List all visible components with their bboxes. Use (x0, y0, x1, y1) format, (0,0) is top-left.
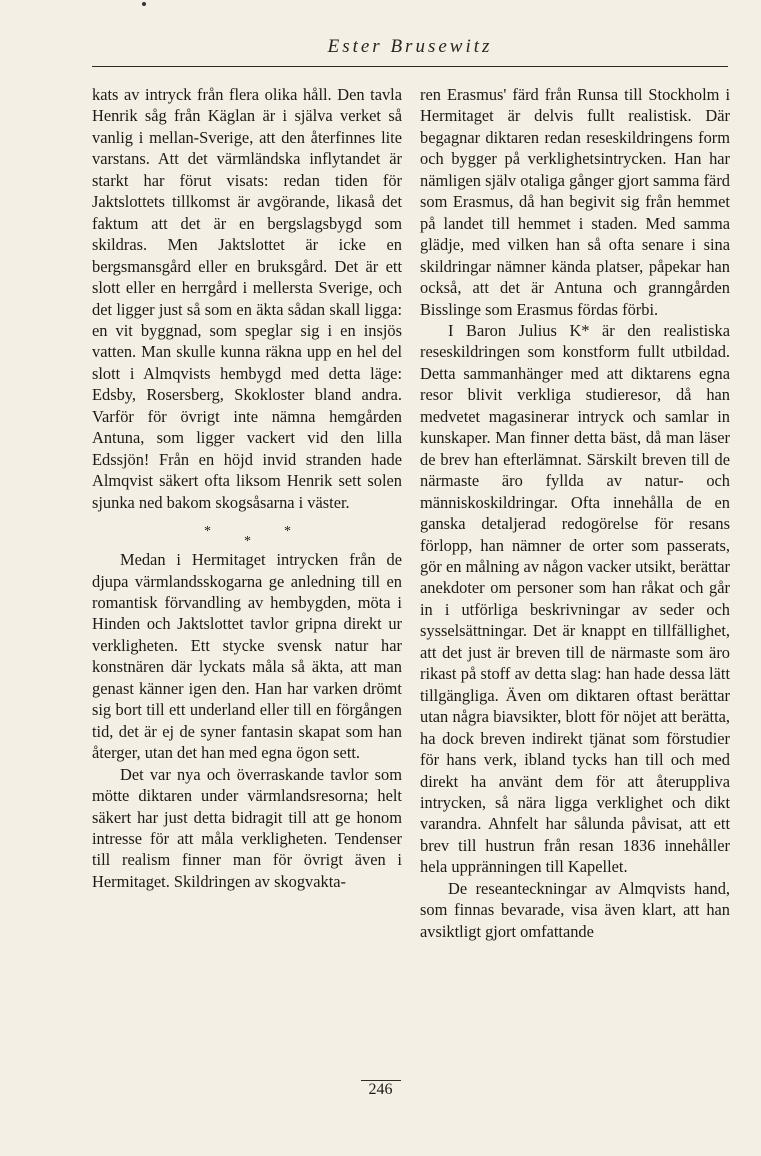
left-paragraph-1: kats av intryck från flera olika håll. Den tavla Henrik såg från Käglan är i själva verket så vanlig i mellan-Sverige, att den återfinnes lite varstans. Att det värmländska inflytandet är starkt har förut visats: redan tiden för Jaktslottets tillkomst är avgörande, likaså det faktum att det är en bergslagsbygd som skildras. Men Jaktslottet är icke en bergsmansgård eller en bruksgård. Det är ett slott eller en herrgård i mellersta Sverige, och det ligger just så som en äkta sådan skall ligga: en vit byggnad, som speglar sig i en insjös vatten. Man skulle kunna räkna upp en hel del slott i Almqvists hembygd med detta läge: Edsby, Rosersberg, Skokloster bland andra. Varför för övrigt inte nämna hemgården Antuna, som ligger vackert vid den lilla Edssjön! Från en höjd invid stranden hade Almqvist säkert ofta liksom Henrik sett solen sjunka ned bakom skogsåsarna i väster. (92, 85, 402, 512)
page-number (0, 1080, 761, 1099)
separator-star-1: * (204, 524, 211, 540)
running-title: Ester Brusewitz (327, 36, 493, 57)
ink-speck (142, 2, 146, 6)
header-rule (92, 66, 728, 67)
left-column (92, 84, 402, 892)
right-paragraph-3: De reseanteckningar av Almqvists hand, som finnas bevarade, visa även klart, att han avsiktligt gjort omfattande (420, 878, 730, 941)
separator-star-3: * (284, 524, 291, 540)
left-paragraph-3: Det var nya och överraskande tavlor som mötte diktaren under värmlandsresorna; helt säkert har just detta bidragit till att ge honom intresse för att måla verkligheten. Tendenser till realism finner man för övrigt även i Hermitaget. Skildringen av skogvakta- (92, 764, 402, 891)
section-separator (92, 513, 402, 549)
separator-star-2: * (244, 534, 251, 550)
right-column (420, 84, 730, 942)
left-paragraph-2: Medan i Hermitaget intrycken från de djupa värmlandsskogarna ge anledning till en romantisk förvandling av hembygden, möta i Hinden och Jaktslottet tavlor gripna direkt ur verkligheten. Ett stycke svensk natur har konstnären där lyckats måla så äkta, att man genast känner igen den. Han har varken drömt sig bort till ett underland eller till en förgången tid, det är ej de syner fantasin skapat som han återger, utan det han med egna ögon sett. (92, 550, 402, 763)
right-paragraph-2: I Baron Julius K* är den realistiska reseskildringen som konstform fullt utbildad. Detta sammanhänger med att diktarens egna resor blivit verkliga studieresor, då han medvetet magasinerar intryck och samlar in kunskaper. Man finner detta bäst, då man läser de brev han efterlämnat. Särskilt breven till de närmaste äro fyllda av natur- och människoskildringar. Ofta innehålla de en ganska detaljerad redogörelse för resans förlopp, han nämner de orter som passerats, gör en målning av någon vacker utsikt, berättar anekdoter om personer som han råkat och går in i utförliga beskrivningar av seder och sysselsättningar. Det är knappt en tillfällighet, att det just är breven till de närmaste som äro rikast på stoff av detta slag: han hade dessa lätt tillgängliga. Även om diktaren oftast berättar utan några biavsikter, blott för nöjet att berätta, ha dock breven indirekt tjänat som förstudier för hans verk, ibland tycks han till och med direkt ha använt dem för att återuppliva intrycken, så nära ligga verklighet och dikt varandra. Ahnfelt har sålunda påvisat, att ett brev till hustrun från resan 1836 innehåller hela uppränningen till Kapellet. (420, 320, 730, 877)
right-paragraph-1: ren Erasmus' färd från Runsa till Stockholm i Hermitaget är delvis fullt realistisk. Där begagnar diktaren redan reseskildringens form och bygger på verklighetsintrycken. Han har nämligen själv otaliga gånger gjort samma färd som Erasmus, då han begivit sig från hemmet på landet till hemmet i staden. Med samma glädje, med vilken han så ofta senare i sina skildringar nämner kända platser, påpekar han också, att det är Antuna och granngården Bisslinge som Erasmus fördas förbi. (420, 85, 730, 319)
page-number-label: 246 (361, 1080, 401, 1099)
